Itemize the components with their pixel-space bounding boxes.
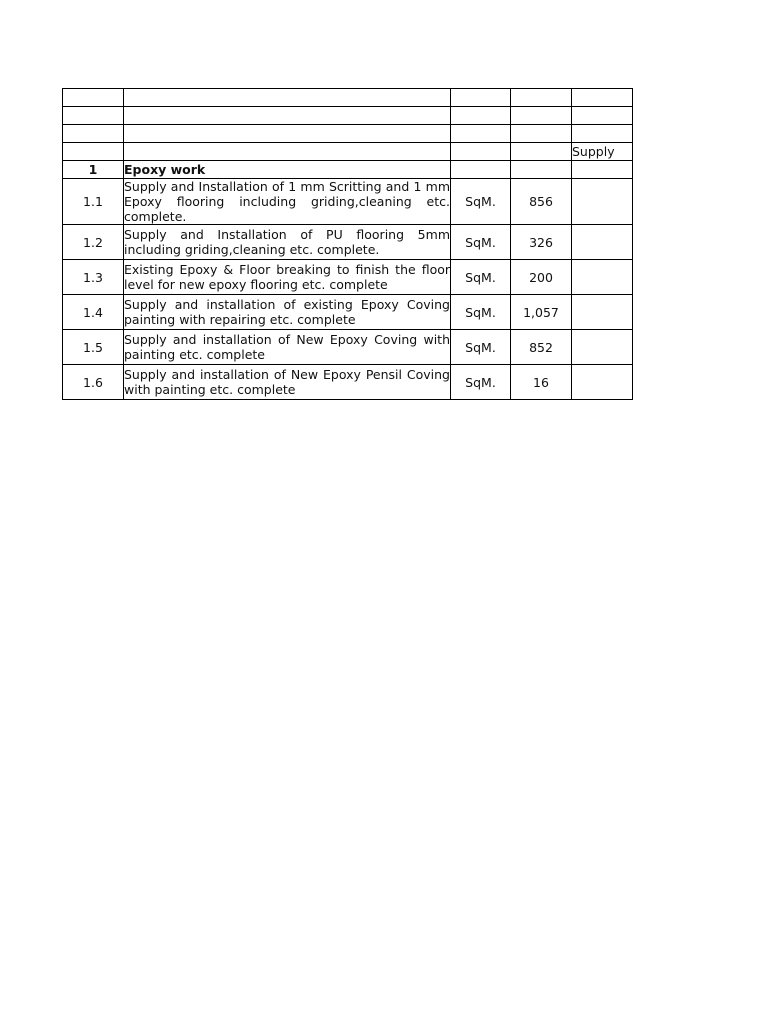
table-row xyxy=(63,225,633,260)
cell xyxy=(511,161,572,179)
item-supply xyxy=(572,365,633,400)
item-quantity: 856 xyxy=(511,179,572,225)
item-supply xyxy=(572,225,633,260)
cell xyxy=(124,107,451,125)
item-number: 1.1 xyxy=(63,179,124,225)
item-description: Supply and Installation of 1 mm Scritting and 1 mm Epoxy flooring including griding,cleaning etc. complete. xyxy=(124,179,450,224)
item-unit: SqM. xyxy=(451,179,511,225)
section-number: 1 xyxy=(63,161,124,179)
cell xyxy=(63,125,124,143)
item-unit: SqM. xyxy=(451,365,511,400)
supply-header: Supply xyxy=(572,143,633,161)
boq-table xyxy=(62,88,633,400)
blank-row xyxy=(63,125,633,143)
cell xyxy=(511,143,572,161)
item-description: Supply and Installation of PU flooring 5mm including griding,cleaning etc. complete. xyxy=(124,225,451,260)
item-supply xyxy=(572,295,633,330)
cell xyxy=(63,107,124,125)
table-row xyxy=(63,295,633,330)
item-supply xyxy=(572,260,633,295)
item-unit: SqM. xyxy=(451,330,511,365)
cell xyxy=(572,161,633,179)
item-unit: SqM. xyxy=(451,225,511,260)
item-number: 1.2 xyxy=(63,225,124,260)
item-unit: SqM. xyxy=(451,260,511,295)
item-description: Supply and installation of New Epoxy Pensil Coving with painting etc. complete xyxy=(124,365,451,400)
cell xyxy=(572,125,633,143)
item-supply xyxy=(572,179,633,225)
cell xyxy=(451,125,511,143)
blank-row xyxy=(63,89,633,107)
cell xyxy=(451,107,511,125)
table-row xyxy=(63,179,633,225)
item-quantity: 326 xyxy=(511,225,572,260)
item-description: Supply and installation of New Epoxy Coving with painting etc. complete xyxy=(124,330,451,365)
section-row xyxy=(63,161,633,179)
item-number: 1.5 xyxy=(63,330,124,365)
cell xyxy=(63,143,124,161)
cell xyxy=(451,89,511,107)
item-unit: SqM. xyxy=(451,295,511,330)
item-number: 1.4 xyxy=(63,295,124,330)
cell xyxy=(124,125,451,143)
item-supply xyxy=(572,330,633,365)
cell xyxy=(572,107,633,125)
blank-row xyxy=(63,107,633,125)
item-quantity: 1,057 xyxy=(511,295,572,330)
item-quantity: 200 xyxy=(511,260,572,295)
cell xyxy=(511,89,572,107)
item-number: 1.6 xyxy=(63,365,124,400)
cell xyxy=(511,107,572,125)
cell xyxy=(63,89,124,107)
item-quantity: 852 xyxy=(511,330,572,365)
cell xyxy=(451,143,511,161)
item-description: Existing Epoxy & Floor breaking to finish the floor level for new epoxy flooring etc. complete xyxy=(124,260,451,295)
header-row xyxy=(63,143,633,161)
cell xyxy=(124,143,451,161)
cell xyxy=(572,89,633,107)
table-row xyxy=(63,365,633,400)
item-number: 1.3 xyxy=(63,260,124,295)
cell xyxy=(451,161,511,179)
table-row xyxy=(63,260,633,295)
cell xyxy=(124,89,451,107)
item-description: Supply and installation of existing Epoxy Coving painting with repairing etc. complete xyxy=(124,295,451,330)
section-title: Epoxy work xyxy=(124,161,451,179)
cell xyxy=(511,125,572,143)
table-row xyxy=(63,330,633,365)
item-quantity: 16 xyxy=(511,365,572,400)
